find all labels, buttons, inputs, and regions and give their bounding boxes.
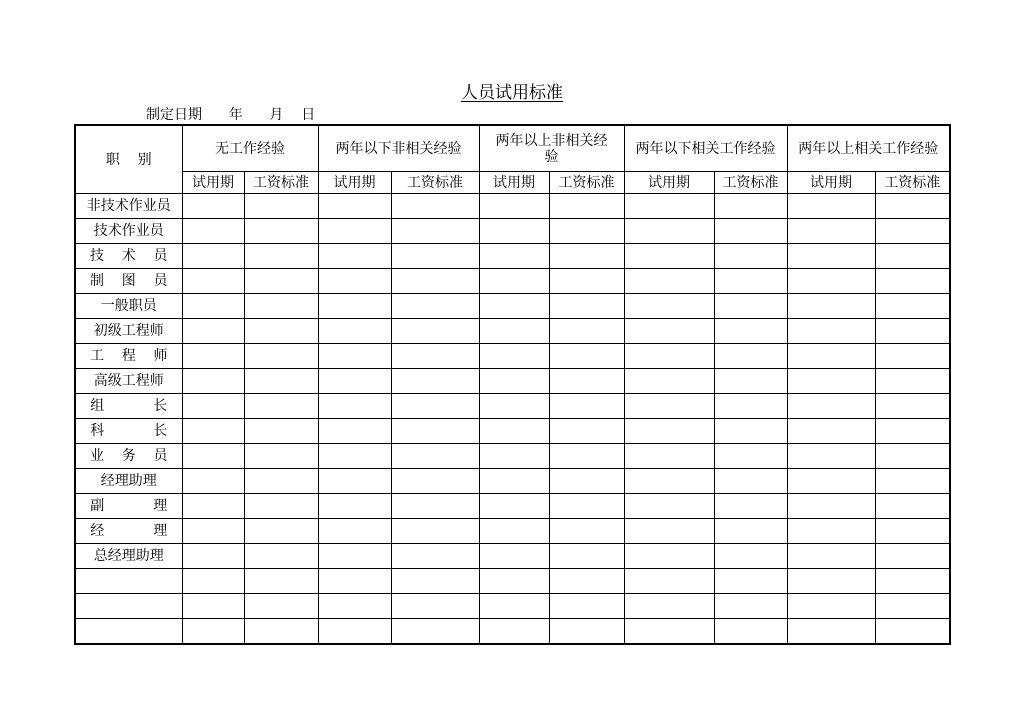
salary-standard-cell[interactable] xyxy=(714,219,787,244)
position-header: 职 别 xyxy=(75,125,182,194)
probation-period-cell[interactable] xyxy=(787,419,875,444)
salary-standard-cell[interactable] xyxy=(391,394,479,419)
salary-standard-cell[interactable] xyxy=(244,594,318,619)
salary-standard-cell[interactable] xyxy=(391,619,479,645)
probation-period-cell[interactable] xyxy=(479,469,549,494)
salary-standard-cell[interactable] xyxy=(244,469,318,494)
probation-period-cell[interactable] xyxy=(479,419,549,444)
probation-period-header: 试用期 xyxy=(479,172,549,194)
probation-period-cell[interactable] xyxy=(318,569,391,594)
salary-standard-cell[interactable] xyxy=(714,544,787,569)
probation-period-cell[interactable] xyxy=(318,269,391,294)
salary-standard-header: 工资标准 xyxy=(875,172,950,194)
salary-standard-cell[interactable] xyxy=(244,544,318,569)
probation-period-cell[interactable] xyxy=(624,419,714,444)
table-row xyxy=(75,269,950,294)
probation-period-cell[interactable] xyxy=(479,444,549,469)
group-header: 两年以上相关工作经验 xyxy=(787,125,950,172)
salary-standard-cell[interactable] xyxy=(391,594,479,619)
group-header: 两年以下非相关经验 xyxy=(318,125,479,172)
probation-period-cell[interactable] xyxy=(182,469,244,494)
salary-standard-cell[interactable] xyxy=(714,519,787,544)
salary-standard-cell[interactable] xyxy=(244,244,318,269)
probation-period-cell[interactable] xyxy=(182,519,244,544)
salary-standard-cell[interactable] xyxy=(549,269,624,294)
position-cell: 科 长 xyxy=(75,419,182,444)
salary-standard-cell[interactable] xyxy=(875,394,950,419)
probation-period-cell[interactable] xyxy=(787,394,875,419)
table-row xyxy=(75,219,950,244)
salary-standard-cell[interactable] xyxy=(244,519,318,544)
probation-period-cell[interactable] xyxy=(787,544,875,569)
salary-standard-cell[interactable] xyxy=(391,369,479,394)
probation-period-cell[interactable] xyxy=(624,319,714,344)
probation-period-cell[interactable] xyxy=(624,619,714,645)
salary-standard-cell[interactable] xyxy=(875,544,950,569)
probation-period-cell[interactable] xyxy=(624,219,714,244)
salary-standard-cell[interactable] xyxy=(391,494,479,519)
salary-standard-cell[interactable] xyxy=(714,194,787,219)
probation-period-cell[interactable] xyxy=(479,594,549,619)
salary-standard-cell[interactable] xyxy=(391,419,479,444)
salary-standard-cell[interactable] xyxy=(549,619,624,645)
salary-standard-cell[interactable] xyxy=(875,219,950,244)
probation-period-cell[interactable] xyxy=(182,269,244,294)
salary-standard-cell[interactable] xyxy=(244,444,318,469)
salary-standard-cell[interactable] xyxy=(875,319,950,344)
probation-period-cell[interactable] xyxy=(787,344,875,369)
salary-standard-cell[interactable] xyxy=(391,344,479,369)
salary-standard-cell[interactable] xyxy=(714,269,787,294)
salary-standard-cell[interactable] xyxy=(391,269,479,294)
probation-period-cell[interactable] xyxy=(624,569,714,594)
position-cell: 经理助理 xyxy=(75,469,182,494)
probation-period-cell[interactable] xyxy=(318,394,391,419)
probation-period-cell[interactable] xyxy=(479,394,549,419)
position-cell: 非技术作业员 xyxy=(75,194,182,219)
probation-period-cell[interactable] xyxy=(787,519,875,544)
salary-standard-cell[interactable] xyxy=(391,544,479,569)
probation-period-cell[interactable] xyxy=(624,194,714,219)
salary-standard-cell[interactable] xyxy=(244,219,318,244)
salary-standard-cell[interactable] xyxy=(391,194,479,219)
position-cell: 业 务 员 xyxy=(75,444,182,469)
probation-period-cell[interactable] xyxy=(479,344,549,369)
salary-standard-header: 工资标准 xyxy=(549,172,624,194)
probation-period-cell[interactable] xyxy=(787,319,875,344)
probation-period-cell[interactable] xyxy=(182,594,244,619)
position-cell xyxy=(75,569,182,594)
probation-period-cell[interactable] xyxy=(182,494,244,519)
salary-standard-cell[interactable] xyxy=(714,344,787,369)
group-header: 两年以下相关工作经验 xyxy=(624,125,787,172)
probation-period-cell[interactable] xyxy=(624,469,714,494)
salary-standard-cell[interactable] xyxy=(549,294,624,319)
probation-period-cell[interactable] xyxy=(787,194,875,219)
salary-standard-cell[interactable] xyxy=(714,294,787,319)
salary-standard-cell[interactable] xyxy=(875,594,950,619)
table-row xyxy=(75,619,950,645)
probation-period-cell[interactable] xyxy=(479,269,549,294)
probation-period-header: 试用期 xyxy=(624,172,714,194)
salary-standard-cell[interactable] xyxy=(714,244,787,269)
salary-standard-cell[interactable] xyxy=(714,394,787,419)
salary-standard-cell[interactable] xyxy=(549,544,624,569)
salary-standard-cell[interactable] xyxy=(714,494,787,519)
salary-standard-cell[interactable] xyxy=(244,419,318,444)
probation-period-cell[interactable] xyxy=(182,419,244,444)
probation-period-cell[interactable] xyxy=(182,344,244,369)
salary-standard-cell[interactable] xyxy=(714,419,787,444)
probation-period-cell[interactable] xyxy=(318,194,391,219)
probation-period-cell[interactable] xyxy=(318,219,391,244)
table-row xyxy=(75,344,950,369)
salary-standard-header: 工资标准 xyxy=(244,172,318,194)
salary-standard-cell[interactable] xyxy=(244,494,318,519)
sub-header-row xyxy=(75,172,950,194)
table-row xyxy=(75,494,950,519)
document-title: 人员试用标准 xyxy=(461,83,563,103)
position-cell: 技术作业员 xyxy=(75,219,182,244)
table-row xyxy=(75,544,950,569)
salary-standard-cell[interactable] xyxy=(549,569,624,594)
table-row xyxy=(75,244,950,269)
salary-standard-cell[interactable] xyxy=(875,269,950,294)
probation-period-cell[interactable] xyxy=(318,244,391,269)
salary-standard-header: 工资标准 xyxy=(714,172,787,194)
table-row xyxy=(75,194,950,219)
position-cell xyxy=(75,619,182,645)
salary-standard-cell[interactable] xyxy=(549,244,624,269)
salary-standard-cell[interactable] xyxy=(549,419,624,444)
salary-standard-cell[interactable] xyxy=(714,444,787,469)
probation-period-cell[interactable] xyxy=(182,294,244,319)
probation-period-cell[interactable] xyxy=(318,594,391,619)
salary-standard-cell[interactable] xyxy=(391,444,479,469)
probation-period-cell[interactable] xyxy=(479,369,549,394)
salary-standard-cell[interactable] xyxy=(391,319,479,344)
probation-period-cell[interactable] xyxy=(624,544,714,569)
salary-standard-cell[interactable] xyxy=(549,194,624,219)
probation-period-cell[interactable] xyxy=(624,519,714,544)
salary-standard-cell[interactable] xyxy=(875,344,950,369)
probation-period-cell[interactable] xyxy=(787,269,875,294)
salary-standard-cell[interactable] xyxy=(875,569,950,594)
probation-period-cell[interactable] xyxy=(624,344,714,369)
probation-period-cell[interactable] xyxy=(182,244,244,269)
probation-period-cell[interactable] xyxy=(624,444,714,469)
probation-standard-table xyxy=(74,124,951,645)
probation-period-cell[interactable] xyxy=(479,519,549,544)
probation-period-cell[interactable] xyxy=(624,494,714,519)
probation-period-cell[interactable] xyxy=(182,444,244,469)
probation-period-cell[interactable] xyxy=(318,519,391,544)
probation-period-cell[interactable] xyxy=(787,219,875,244)
salary-standard-cell[interactable] xyxy=(714,469,787,494)
table-row xyxy=(75,419,950,444)
salary-standard-cell[interactable] xyxy=(875,369,950,394)
probation-period-cell[interactable] xyxy=(182,194,244,219)
salary-standard-cell[interactable] xyxy=(391,219,479,244)
probation-period-header: 试用期 xyxy=(182,172,244,194)
probation-period-cell[interactable] xyxy=(787,294,875,319)
salary-standard-cell[interactable] xyxy=(549,369,624,394)
salary-standard-cell[interactable] xyxy=(875,469,950,494)
probation-period-cell[interactable] xyxy=(479,194,549,219)
position-cell: 组 长 xyxy=(75,394,182,419)
probation-period-cell[interactable] xyxy=(787,444,875,469)
salary-standard-cell[interactable] xyxy=(244,619,318,645)
date-line: 制定日期 年 月 日 xyxy=(146,107,316,123)
probation-period-cell[interactable] xyxy=(787,369,875,394)
table-row xyxy=(75,519,950,544)
salary-standard-cell[interactable] xyxy=(244,344,318,369)
salary-standard-cell[interactable] xyxy=(875,194,950,219)
probation-period-cell[interactable] xyxy=(318,494,391,519)
probation-period-cell[interactable] xyxy=(787,494,875,519)
probation-period-cell[interactable] xyxy=(787,594,875,619)
probation-period-cell[interactable] xyxy=(624,594,714,619)
salary-standard-cell[interactable] xyxy=(714,319,787,344)
probation-period-cell[interactable] xyxy=(182,219,244,244)
probation-period-cell[interactable] xyxy=(479,244,549,269)
probation-period-cell[interactable] xyxy=(479,219,549,244)
salary-standard-cell[interactable] xyxy=(244,269,318,294)
salary-standard-header: 工资标准 xyxy=(391,172,479,194)
probation-period-cell[interactable] xyxy=(182,369,244,394)
table-row xyxy=(75,569,950,594)
probation-period-cell[interactable] xyxy=(624,394,714,419)
salary-standard-cell[interactable] xyxy=(244,294,318,319)
salary-standard-cell[interactable] xyxy=(244,194,318,219)
probation-period-cell[interactable] xyxy=(787,244,875,269)
salary-standard-cell[interactable] xyxy=(714,619,787,645)
probation-period-cell[interactable] xyxy=(479,569,549,594)
probation-period-cell[interactable] xyxy=(479,619,549,645)
probation-period-cell[interactable] xyxy=(624,369,714,394)
probation-period-cell[interactable] xyxy=(318,369,391,394)
probation-period-cell[interactable] xyxy=(787,469,875,494)
probation-period-cell[interactable] xyxy=(624,294,714,319)
probation-period-header: 试用期 xyxy=(318,172,391,194)
salary-standard-cell[interactable] xyxy=(875,419,950,444)
probation-period-cell[interactable] xyxy=(318,319,391,344)
salary-standard-cell[interactable] xyxy=(549,594,624,619)
salary-standard-cell[interactable] xyxy=(549,394,624,419)
probation-period-cell[interactable] xyxy=(624,269,714,294)
probation-period-cell[interactable] xyxy=(318,344,391,369)
position-cell: 副 理 xyxy=(75,494,182,519)
probation-period-cell[interactable] xyxy=(479,294,549,319)
salary-standard-cell[interactable] xyxy=(875,519,950,544)
probation-period-cell[interactable] xyxy=(318,544,391,569)
salary-standard-cell[interactable] xyxy=(549,444,624,469)
salary-standard-cell[interactable] xyxy=(549,494,624,519)
salary-standard-cell[interactable] xyxy=(875,244,950,269)
position-cell: 高级工程师 xyxy=(75,369,182,394)
position-cell xyxy=(75,594,182,619)
salary-standard-cell[interactable] xyxy=(244,569,318,594)
group-header: 无工作经验 xyxy=(182,125,318,172)
table-row xyxy=(75,294,950,319)
position-cell: 工 程 师 xyxy=(75,344,182,369)
probation-period-cell[interactable] xyxy=(318,469,391,494)
table-row xyxy=(75,319,950,344)
table-row xyxy=(75,394,950,419)
probation-period-cell[interactable] xyxy=(624,244,714,269)
salary-standard-cell[interactable] xyxy=(714,569,787,594)
salary-standard-cell[interactable] xyxy=(391,569,479,594)
table-row xyxy=(75,594,950,619)
table-row xyxy=(75,369,950,394)
position-cell: 制 图 员 xyxy=(75,269,182,294)
table-row xyxy=(75,469,950,494)
salary-standard-cell[interactable] xyxy=(875,444,950,469)
probation-period-cell[interactable] xyxy=(479,544,549,569)
probation-period-cell[interactable] xyxy=(318,294,391,319)
probation-period-cell[interactable] xyxy=(479,319,549,344)
salary-standard-cell[interactable] xyxy=(549,469,624,494)
salary-standard-cell[interactable] xyxy=(875,619,950,645)
salary-standard-cell[interactable] xyxy=(714,369,787,394)
probation-period-cell[interactable] xyxy=(318,419,391,444)
salary-standard-cell[interactable] xyxy=(244,369,318,394)
salary-standard-cell[interactable] xyxy=(875,494,950,519)
probation-period-cell[interactable] xyxy=(787,619,875,645)
probation-period-cell[interactable] xyxy=(318,444,391,469)
probation-period-cell[interactable] xyxy=(182,319,244,344)
salary-standard-cell[interactable] xyxy=(549,344,624,369)
position-cell: 技 术 员 xyxy=(75,244,182,269)
table-row xyxy=(75,444,950,469)
salary-standard-cell[interactable] xyxy=(391,469,479,494)
position-cell: 总经理助理 xyxy=(75,544,182,569)
probation-period-cell[interactable] xyxy=(182,619,244,645)
probation-period-cell[interactable] xyxy=(182,544,244,569)
probation-period-cell[interactable] xyxy=(787,569,875,594)
probation-period-cell[interactable] xyxy=(479,494,549,519)
group-header-row xyxy=(75,125,950,172)
salary-standard-cell[interactable] xyxy=(549,319,624,344)
salary-standard-cell[interactable] xyxy=(244,394,318,419)
probation-period-cell[interactable] xyxy=(318,619,391,645)
salary-standard-cell[interactable] xyxy=(875,294,950,319)
salary-standard-cell[interactable] xyxy=(549,219,624,244)
probation-period-cell[interactable] xyxy=(182,394,244,419)
salary-standard-cell[interactable] xyxy=(714,594,787,619)
position-cell: 经 理 xyxy=(75,519,182,544)
position-cell: 初级工程师 xyxy=(75,319,182,344)
group-header: 两年以上非相关经验 xyxy=(479,125,624,172)
probation-period-cell[interactable] xyxy=(182,569,244,594)
position-cell: 一般职员 xyxy=(75,294,182,319)
probation-period-header: 试用期 xyxy=(787,172,875,194)
salary-standard-cell[interactable] xyxy=(391,519,479,544)
salary-standard-cell[interactable] xyxy=(549,519,624,544)
salary-standard-cell[interactable] xyxy=(391,294,479,319)
salary-standard-cell[interactable] xyxy=(391,244,479,269)
salary-standard-cell[interactable] xyxy=(244,319,318,344)
